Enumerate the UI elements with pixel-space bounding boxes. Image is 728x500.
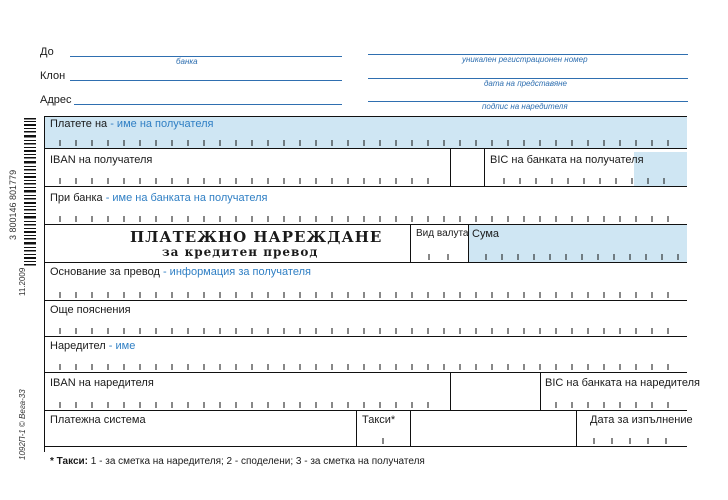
address-line[interactable]	[74, 104, 342, 105]
date-hint: дата на представяне	[484, 79, 567, 88]
fees-label: Такси*	[362, 414, 396, 426]
footnote-prefix: * Такси:	[50, 456, 89, 467]
edition-date: 11.2009	[18, 267, 27, 296]
to-label: До	[40, 46, 54, 58]
bank-name-line[interactable]	[70, 56, 342, 57]
barcode-number: 3 800146 801779	[8, 169, 18, 240]
reason-ticks	[44, 290, 687, 298]
signature-hint: подпис на наредителя	[482, 102, 568, 111]
pay-to-ticks	[44, 138, 687, 146]
form-subtitle: за кредитен превод	[162, 245, 319, 259]
pay-to-field[interactable]	[50, 118, 213, 130]
iban-orderer-ticks	[44, 400, 687, 408]
iban-orderer-label: IBAN на наредителя	[50, 377, 154, 389]
form-title: ПЛАТЕЖНО НАРЕЖДАНЕ	[130, 228, 383, 246]
bic-orderer-label: BIC на банката на наредителя	[545, 377, 700, 389]
at-bank-hint: - име на банката на получателя	[102, 192, 268, 204]
pay-to-label: Платете на	[50, 118, 108, 130]
iban-recipient-label: IBAN на получателя	[50, 154, 153, 166]
form-code: 1092П-1 © Вега-33	[18, 389, 27, 460]
amount-label: Сума	[472, 228, 500, 240]
exec-date-label: Дата за изпълнение	[590, 414, 693, 426]
payment-system-label: Платежна система	[50, 414, 146, 426]
branch-label: Клон	[40, 70, 66, 82]
orderer-ticks	[44, 362, 687, 370]
bank-hint: банка	[176, 57, 198, 66]
at-bank-field[interactable]	[50, 192, 267, 204]
reason-label: Основание за превод	[50, 266, 160, 278]
at-bank-label: При банка	[50, 192, 103, 204]
currency-label: Вид валута	[416, 228, 469, 239]
orderer-label: Наредител	[50, 340, 106, 352]
footnote-text: 1 - за сметка на наредителя; 2 - споделени; 3 - за сметка на получателя	[88, 456, 425, 467]
pay-to-hint: - име на получателя	[107, 118, 214, 130]
orderer-hint: - име	[105, 340, 136, 352]
bottom-row-ticks	[44, 436, 687, 444]
unique-reg-hint: уникален регистрационен номер	[462, 55, 588, 64]
branch-line[interactable]	[70, 80, 342, 81]
bic-recipient-label: BIC на банката на получателя	[490, 154, 644, 166]
payment-order-form	[44, 116, 700, 452]
more-ticks	[44, 326, 687, 334]
address-label: Адрес	[40, 94, 72, 106]
fees-footnote	[50, 456, 425, 467]
amount-ticks	[410, 252, 687, 260]
more-label: Още пояснения	[50, 304, 131, 316]
iban-recipient-ticks	[44, 176, 687, 184]
at-bank-ticks	[44, 214, 687, 222]
reason-field[interactable]	[50, 266, 311, 278]
reason-hint: - информация за получателя	[159, 266, 311, 278]
orderer-field[interactable]	[50, 340, 135, 352]
barcode-icon	[24, 118, 36, 268]
